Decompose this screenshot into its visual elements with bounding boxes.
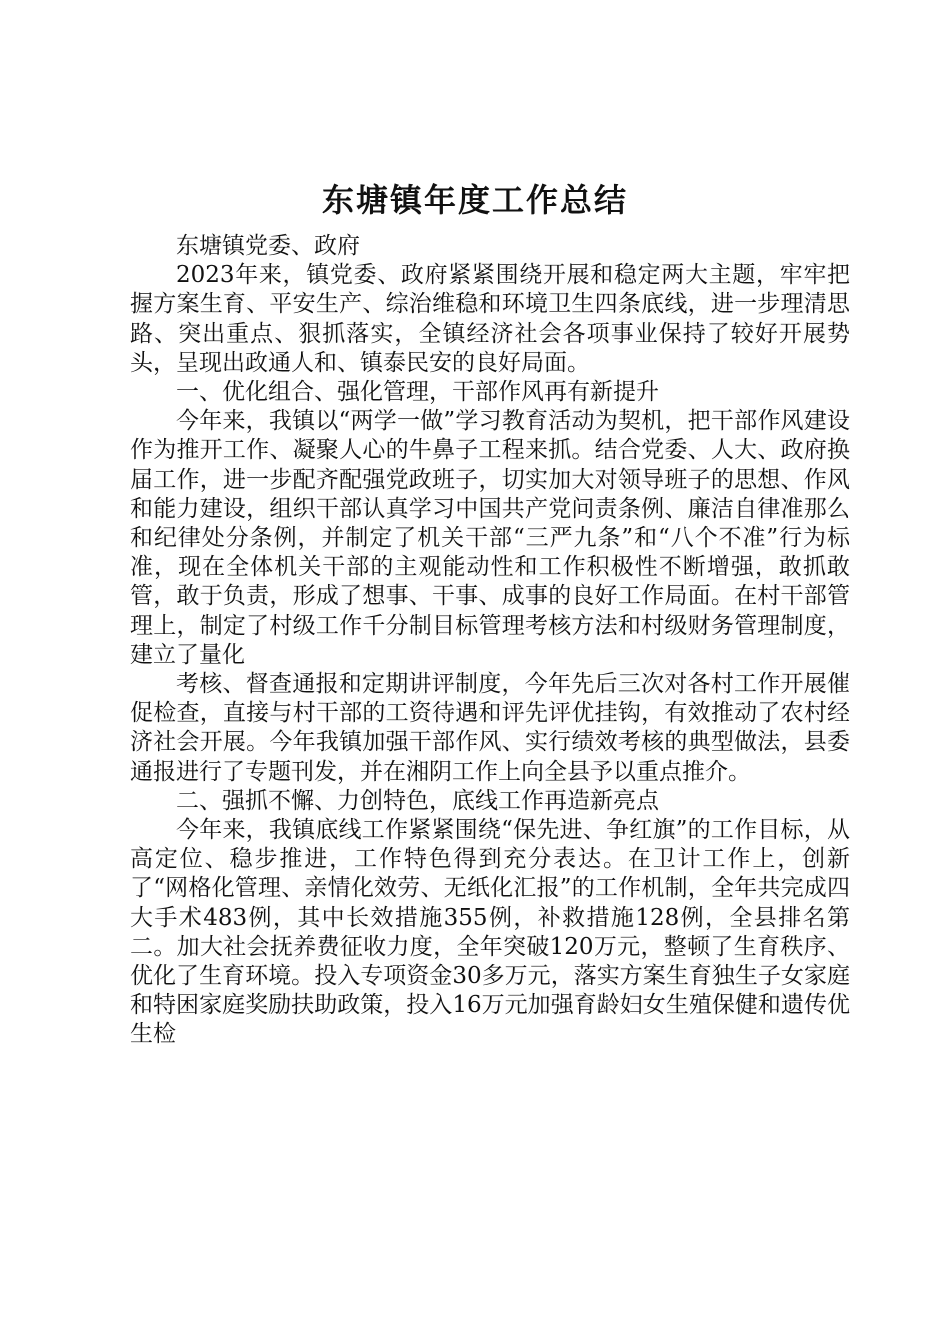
document-body (130, 232, 850, 1050)
paragraph: 今年来，我镇底线工作紧紧围绕“保先进、争红旗”的工作目标，从高定位、稳步推进，工作特色得到充分表达。在卫计工作上，创新了“网格化管理、亲情化效劳、无纸化汇报”的工作机制，全年共完成四大手术483例，其中长效措施355例，补救措施128例，全县排名第二。加大社会抚养费征收力度，全年突破120万元，整顿了生育秩序、优化了生育环境。投入专项资金30多万元，落实方案生育独生子女家庭和特困家庭奖励扶助政策，投入16万元加强育龄妇女生殖保健和遗传优生检 (130, 817, 850, 1048)
section-heading-1: 一、优化组合、强化管理，干部作风再有新提升 (176, 379, 659, 406)
paragraph: 今年来，我镇以“两学一做”学习教育活动为契机，把干部作风建设作为推开工作、凝聚人心的牛鼻子工程来抓。结合党委、人大、政府换届工作，进一步配齐配强党政班子，切实加大对领导班子的思想、作风和能力建设，组织干部认真学习中国共产党问责条例、廉洁自律准那么和纪律处分条例，并制定了机关干部“三严九条”和“八个不准”行为标准，现在全体机关干部的主观能动性和工作积极性不断增强，敢抓敢管，敢于负责，形成了想事、干事、成事的良好工作局面。在村干部管理上，制定了村级工作千分制目标管理考核方法和村级财务管理制度，建立了量化 (130, 408, 850, 668)
paragraph-intro: 2023年来，镇党委、政府紧紧围绕开展和稳定两大主题，牢牢把握方案生育、平安生产、综治维稳和环境卫生四条底线，进一步理清思路、突出重点、狠抓落实，全镇经济社会各项事业保持了较好开展势头，呈现出政通人和、镇泰民安的良好局面。 (130, 262, 850, 376)
author-line: 东塘镇党委、政府 (176, 233, 360, 259)
paragraph: 考核、督查通报和定期讲评制度，今年先后三次对各村工作开展催促检查，直接与村干部的工资待遇和评先评优挂钩，有效推动了农村经济社会开展。今年我镇加强干部作风、实行绩效考核的典型做法，县委通报进行了专题刊发，并在湘阴工作上向全县予以重点推介。 (130, 671, 850, 785)
document-title: 东塘镇年度工作总结 (321, 181, 628, 219)
section-heading-2: 二、强抓不懈、力创特色，底线工作再造新亮点 (176, 787, 659, 814)
